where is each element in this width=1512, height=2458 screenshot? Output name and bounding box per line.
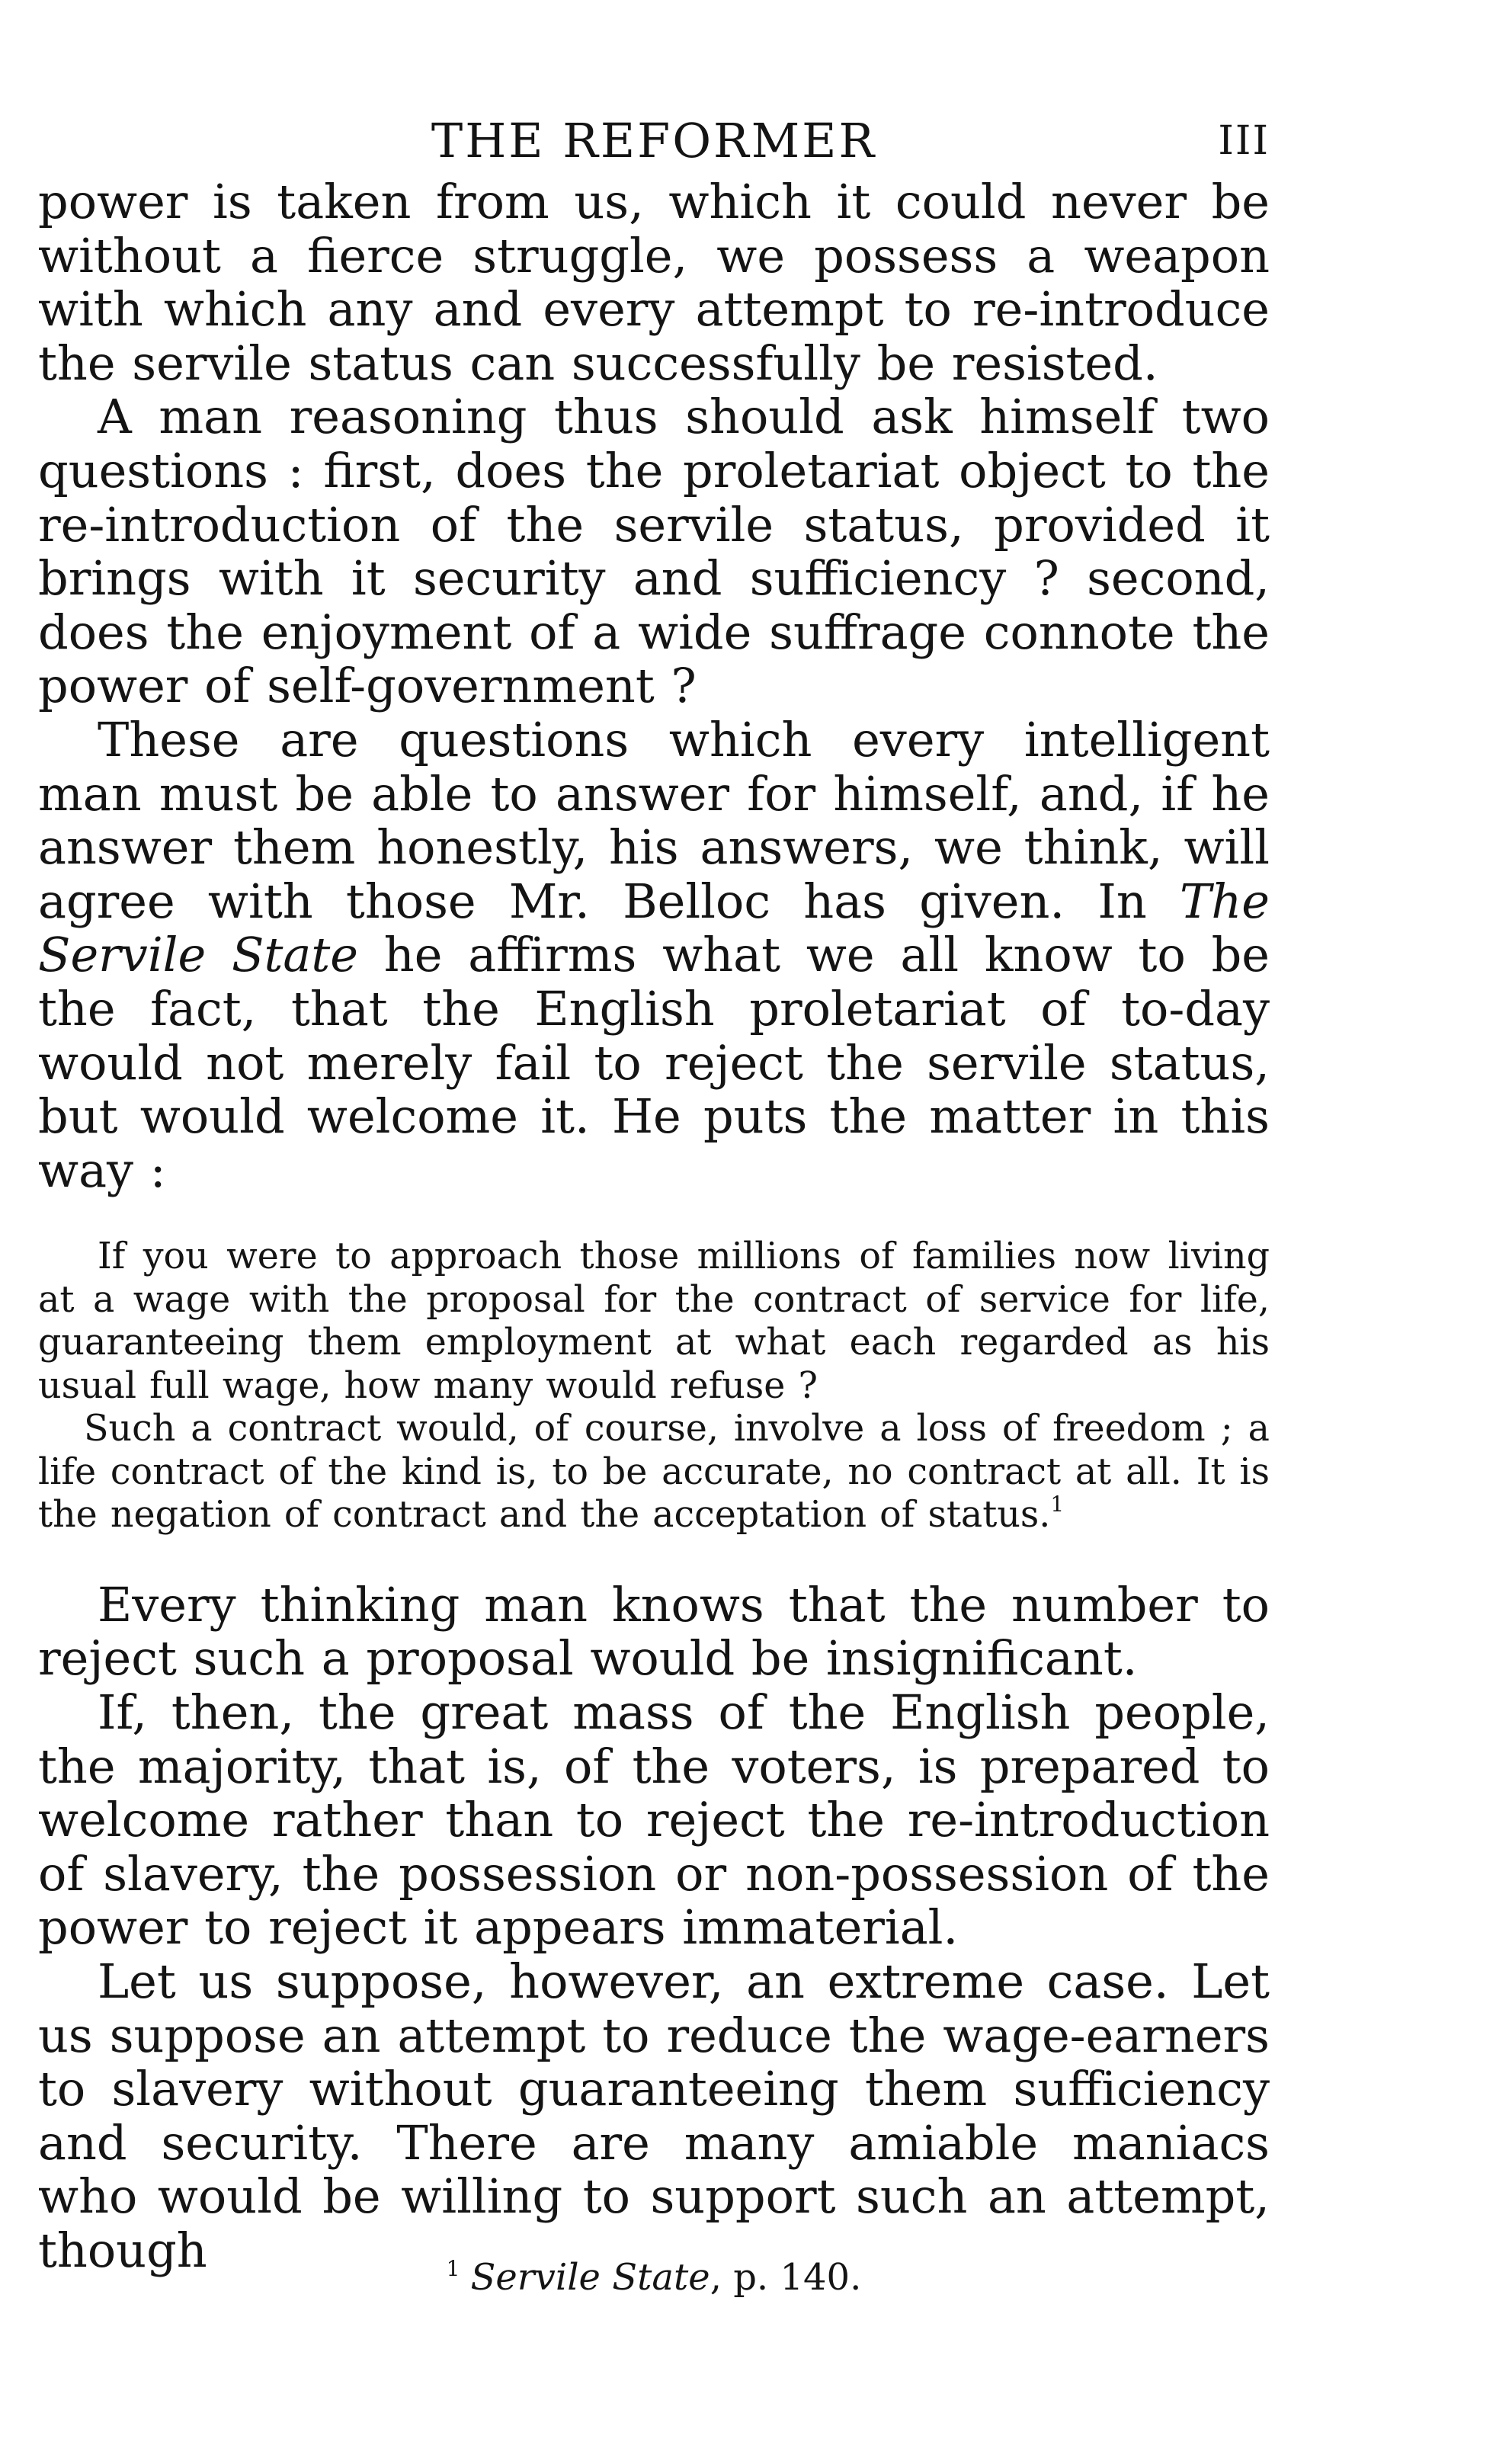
footnote-reference-mark: 1 xyxy=(1050,1492,1065,1517)
footnote-mark: 1 xyxy=(446,2256,460,2281)
book-page xyxy=(38,107,1270,2278)
paragraph-4: Every thinking man knows that the number to reject such a proposal would be insignificant. xyxy=(38,1576,1270,1687)
paragraph-3-text-b: he affirms what we all know to be the fact, that the English proletariat of to-day would not merely fail to reject the servile status, but would welcome it. He puts the matter in this way : xyxy=(38,927,1270,1198)
running-title: THE REFORMER xyxy=(431,113,877,168)
running-head xyxy=(38,107,1270,175)
page-number: III xyxy=(1218,118,1270,164)
footnote xyxy=(38,2255,1270,2300)
footnote-title: Servile State xyxy=(470,2256,710,2299)
quote-paragraph-2 xyxy=(38,1408,1270,1537)
paragraph-1: power is taken from us, which it could never be without a fierce struggle, we possess a weapon with which any and every attempt to re-introduce the servile status can successfully be resisted. xyxy=(38,174,1270,391)
paragraph-3-text-a: These are questions which every intelligent man must be able to answer for himself, and, if he answer them honestly, his answers, we think, will agree with those Mr. Belloc has given. In xyxy=(38,711,1270,929)
paragraph-5: If, then, the great mass of the English people, the majority, that is, of the voters, is prepared to welcome rather than to reject the re-introduction of slavery, the possession or non-possession of the power to reject it appears immaterial. xyxy=(38,1684,1270,1956)
body-text xyxy=(38,175,1270,2278)
quote-paragraph-2-text: Such a contract would, of course, involve a loss of freedom ; a life contract of the kind is, to be accurate, no contract at all. It is the negation of contract and the acceptation of status. xyxy=(38,1408,1270,1537)
block-quote xyxy=(38,1235,1270,1537)
quote-paragraph-1: If you were to approach those millions of families now living at a wage with the proposal for the contract of service for life, guaranteeing them employment at what each regarded as his usual full wage, how many would refuse ? xyxy=(38,1235,1270,1407)
footnote-page-ref: , p. 140. xyxy=(710,2256,862,2299)
paragraph-6: Let us suppose, however, an extreme case. Let us suppose an attempt to reduce the wage-earners to slavery without guaranteeing them sufficiency and security. There are many amiable maniacs who would be willing to support such an attempt, though xyxy=(38,1953,1270,2278)
paragraph-2: A man reasoning thus should ask himself two questions : first, does the proletariat object to the re-introduction of the servile status, provided it brings with it security and sufficiency ? second, does the enjoyment of a wide suffrage connote the power of self-government ? xyxy=(38,389,1270,714)
book-title-servile-state: The Servile State xyxy=(38,873,1270,983)
paragraph-3 xyxy=(38,713,1270,1197)
